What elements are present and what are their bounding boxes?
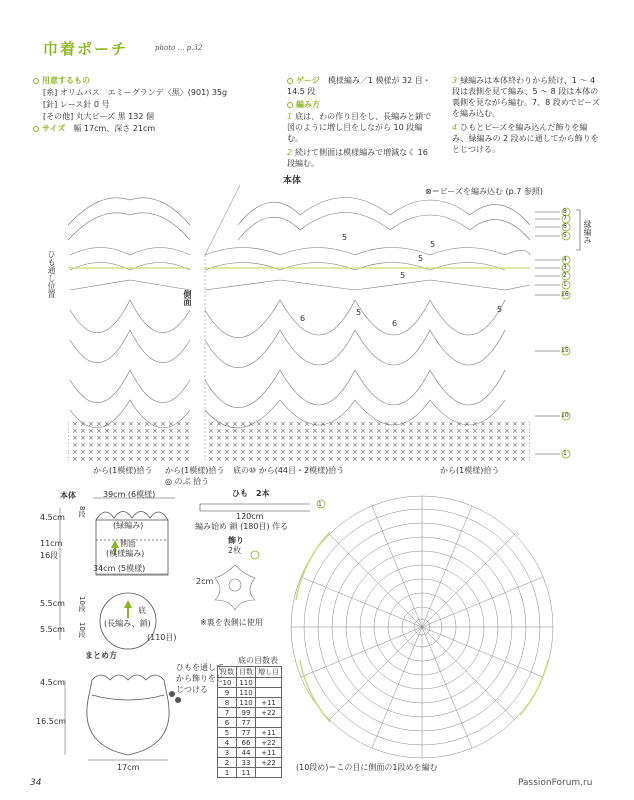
- page-number: 34: [30, 778, 42, 788]
- table-row: 10 110: [218, 678, 282, 688]
- dim-rows: 8段: [78, 506, 86, 518]
- chart-inner-number: 5: [400, 271, 406, 280]
- ornament-note: ※裏を表側に使用: [200, 618, 263, 627]
- dim-cm: 5.5cm: [40, 599, 65, 608]
- materials-needle: [針] レース針 0 号: [43, 100, 110, 109]
- schematic-mid-width: 34cm (5模様): [93, 564, 146, 573]
- row-mark: 2: [563, 272, 567, 279]
- row-mark: 16: [561, 291, 569, 298]
- row-mark: 10: [561, 412, 569, 419]
- table-row: 7 99 +22: [218, 708, 282, 718]
- row-mark: 5: [563, 232, 567, 239]
- dim-cm: 5.5cm: [40, 625, 65, 634]
- cord-drawing: [200, 504, 310, 511]
- row-mark: 4: [563, 256, 567, 263]
- cord-position-label: ひも通し位置: [47, 250, 56, 298]
- chart-inner-number: 6: [300, 314, 306, 323]
- table-header: 段数: [218, 667, 237, 678]
- method-step-3: 3 緑編みは本体終わりから続け、1 ～ 4 段は表側を見て編み、5 ～ 8 段は本体の裏側を見ながら編む。7、8 段めでビーズを編み込む。: [452, 76, 601, 118]
- row-mark: 15: [561, 347, 569, 354]
- table-row: 6 77: [218, 718, 282, 728]
- finish-title: まとめ方: [85, 651, 117, 660]
- schematic-base: 底: [138, 606, 146, 615]
- schematic-base-sub: (長編み、鎖): [104, 619, 151, 628]
- ornament-row-circle: [251, 551, 259, 559]
- finish-h1: 4.5cm: [40, 678, 65, 687]
- dim-cm: 4.5cm: [40, 513, 65, 522]
- bottom-note: (10段め)＝この目に側面の1段めを編む: [296, 763, 438, 772]
- table-row: 2 33 +22: [218, 758, 282, 768]
- table-row: 4 66 +22: [218, 738, 282, 748]
- row-arrows: [535, 212, 560, 454]
- edge-bracket: [576, 210, 580, 250]
- table-row: 8 110 +11: [218, 698, 282, 708]
- schematic-base-rows: (110目): [147, 633, 177, 642]
- page-title: 巾着ポーチ: [43, 40, 129, 58]
- row-mark: 6: [563, 223, 567, 230]
- chart-inner-number: 5: [418, 254, 424, 263]
- ornament-title: 飾り: [228, 536, 244, 545]
- finish-width: 17cm: [117, 763, 140, 772]
- finish-note: ひもを通してから飾りをとじつける: [176, 663, 224, 694]
- chart-bottom-note: から(1模様)拾う: [93, 466, 153, 475]
- chart-bottom-note: 底の⑩ から(44目・2模様)拾う: [233, 466, 345, 475]
- ornament-size: 2cm: [196, 577, 214, 586]
- schematic-top-width: 39cm (6模様): [103, 490, 156, 499]
- chart-inner-number: 5: [342, 233, 348, 242]
- finish-h2: 16.5cm: [36, 717, 67, 726]
- chart-left-panel: [68, 198, 190, 462]
- gauge-line: ゲージ 模様編み／1 模様が 32 目・14.5 段: [287, 76, 431, 96]
- materials-other: [その他] 丸大ビーズ 黒 132 個: [43, 112, 154, 121]
- row-mark: 1: [563, 281, 567, 288]
- ornament-drawing: [215, 565, 255, 610]
- cord-length: 120cm: [236, 512, 264, 521]
- edge-label: 縁編み: [583, 220, 592, 244]
- row-count-table: [217, 666, 282, 778]
- method-step-2: 2 続けて側面は模様編みで増減なく 16 段編む。: [287, 148, 428, 168]
- row-table-title: 底の目数表: [238, 656, 278, 665]
- table-row: 5 77 +11: [218, 728, 282, 738]
- ornament-count: 2枚: [228, 546, 242, 555]
- ornament-icon: [169, 691, 175, 697]
- photo-reference: photo … p.32: [155, 44, 203, 52]
- chart-inner-number: 6: [392, 319, 398, 328]
- base-circle-chart: [291, 496, 553, 758]
- main-chart-title: 本体: [283, 176, 302, 186]
- method-step-1: 1 底は、わの作り目をし、長編みと鎖で図のように増し目をしながら 10 段編む。: [287, 112, 432, 143]
- schematic-side-sub: (模様編み): [106, 549, 145, 558]
- row-mark: 8: [563, 208, 567, 215]
- row-mark: 7: [563, 215, 567, 222]
- row-mark: 1: [563, 450, 567, 457]
- ornament-icon: [175, 697, 181, 703]
- chart-inner-number: 5: [356, 308, 362, 317]
- bead-note: ⊗＝ビーズを編み込む (p.7 参照): [425, 187, 544, 196]
- up-arrow-icon: [124, 600, 132, 618]
- cord-row-mark: 1: [318, 501, 322, 508]
- dim-rows: 10段: [78, 596, 86, 612]
- finish-bag-drawing: [65, 675, 169, 760]
- chart-right-panel: [205, 185, 530, 462]
- method-step-4: 4 ひもとビーズを編み込んだ飾りを編み、緑編みの 2 段めに通してから飾りをとじつける。: [452, 123, 599, 154]
- dim-rows: 16段: [40, 551, 59, 560]
- materials-heading: 用意するもの: [33, 75, 90, 86]
- chart-legend: ◎ のぶ 拾う: [165, 477, 210, 486]
- table-header: 目数: [237, 667, 256, 678]
- table-header: 増し目: [256, 667, 282, 678]
- schematic-side: 側面: [120, 539, 136, 548]
- table-row: 1 11: [218, 768, 282, 778]
- cord-note: 編み始め 鎖 (180目) 作る: [195, 522, 289, 531]
- dim-cm: 11cm: [40, 539, 63, 548]
- watermark: PassionForum.ru: [518, 778, 593, 788]
- schematic-edge: (緑編み): [113, 521, 144, 530]
- chart-inner-number: 5: [430, 240, 436, 249]
- chart-bottom-note: から(1模様)拾う: [440, 466, 500, 475]
- dim-rows: 10段: [78, 622, 86, 638]
- method-heading: 編み方: [287, 99, 320, 110]
- chart-bottom-note: から(1模様)拾う: [165, 466, 225, 475]
- size-line: サイズ 幅 17cm、深さ 21cm: [33, 123, 155, 134]
- table-row: 9 110: [218, 688, 282, 698]
- side-label: 側面: [183, 290, 192, 306]
- schematic-title: 本体: [60, 491, 76, 500]
- cord-title: ひも 2本: [232, 489, 270, 498]
- chart-inner-number: 5: [497, 305, 503, 314]
- materials-yarn: [糸] オリムパス エミーグランデ〈黒〉(901) 35g: [43, 88, 228, 97]
- table-row: 3 44 +11: [218, 748, 282, 758]
- row-mark: 3: [563, 264, 567, 271]
- table-header-row: [218, 667, 282, 678]
